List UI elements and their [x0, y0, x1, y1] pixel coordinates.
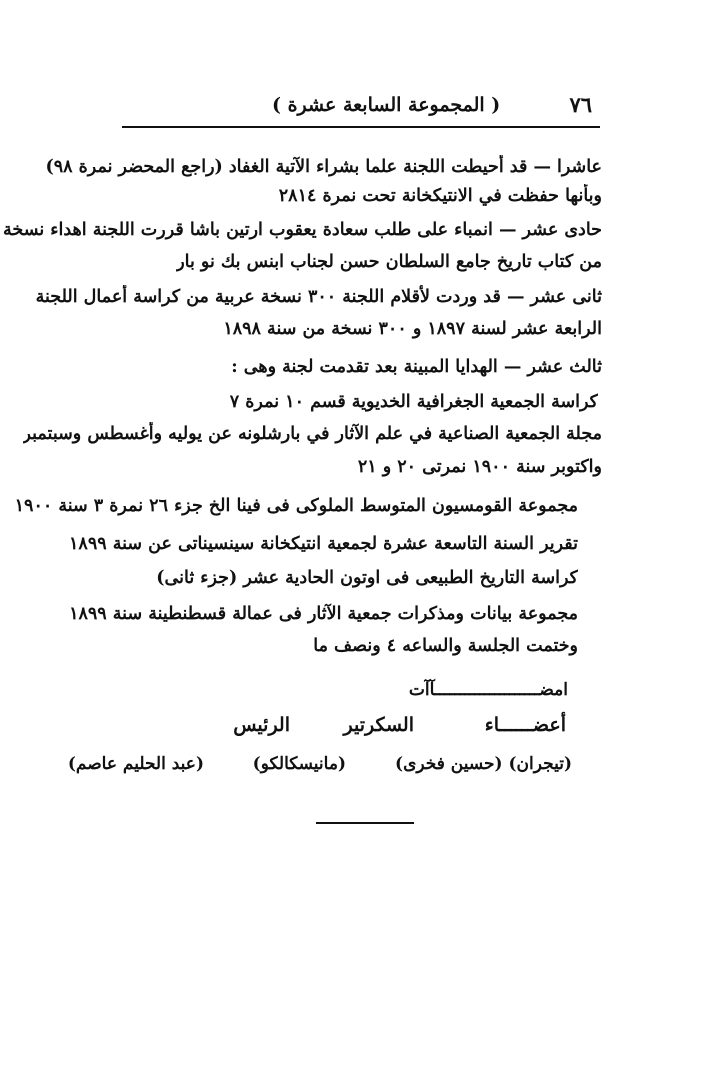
text-line: مجموعة بيانات ومذكرات جمعية الآثار فى عمالة قسطنطينة سنة ١٨٩٩ — [69, 604, 578, 624]
text-line: وختمت الجلسة والساعه ٤ ونصف ما — [313, 636, 578, 656]
members-names: (تيجران) (حسين فخرى) — [395, 754, 572, 774]
secretary-label: السكرتير — [343, 714, 414, 736]
text-line: مجموعة القومسيون المتوسط الملوكى فى فينا الخ جزء ٢٦ نمرة ٣ سنة ١٩٠٠ — [14, 496, 578, 516]
page-header — [122, 92, 600, 122]
text-line: كراسة الجمعية الجغرافية الخديوية قسم ١٠ نمرة ٧ — [229, 392, 598, 412]
text-line: واكتوبر سنة ١٩٠٠ نمرتى ٢٠ و ٢١ — [357, 457, 602, 477]
page-number: ٧٦ — [569, 92, 592, 117]
header-rule — [122, 126, 600, 128]
running-title: ( المجموعة السابعة عشرة ) — [272, 94, 501, 116]
text-line: تقرير السنة التاسعة عشرة لجمعية انتيكخانة سينسيناتى عن سنة ١٨٩٩ — [69, 534, 578, 554]
end-rule — [316, 822, 414, 824]
president-label: الرئيس — [233, 714, 290, 736]
secretary-name: (مانيسكالكو) — [252, 754, 346, 774]
president-name: (عبد الحليم عاصم) — [67, 754, 204, 774]
members-label: أعضــــــاء — [484, 714, 566, 736]
text-line: ثانى عشر — قد وردت لأقلام اللجنة ٣٠٠ نسخة عربية من كراسة أعمال اللجنة — [35, 287, 602, 307]
text-line: عاشرا — قد أحيطت اللجنة علما بشراء الآتية الغفاد (راجع المحضر نمرة ٩٨) — [45, 157, 602, 177]
text-line: وبأنها حفظت في الانتيكخانة تحت نمرة ٢٨١٤ — [278, 186, 602, 206]
text-line: من كتاب تاريخ جامع السلطان حسن لجناب ابنس بك نو بار — [176, 252, 602, 272]
text-line: الرابعة عشر لسنة ١٨٩٧ و ٣٠٠ نسخة من سنة ١٨٩٨ — [223, 319, 602, 339]
text-line: مجلة الجمعية الصناعية في علم الآثار في بارشلونه عن يوليه وأغسطس وسبتمبر — [22, 424, 602, 444]
text-line: كراسة التاريخ الطبيعى فى اوتون الحادية عشر (جزء ثانى) — [156, 568, 578, 588]
text-line: ثالث عشر — الهدايا المبينة بعد تقدمت لجنة وهى : — [231, 357, 602, 377]
text-line: حادى عشر — انمباء على طلب سعادة يعقوب ارتين باشا قررت اللجنة اهداء نسخة — [3, 220, 602, 240]
signatures-label: امضـــــــــــــــــــــآآت — [408, 680, 568, 700]
